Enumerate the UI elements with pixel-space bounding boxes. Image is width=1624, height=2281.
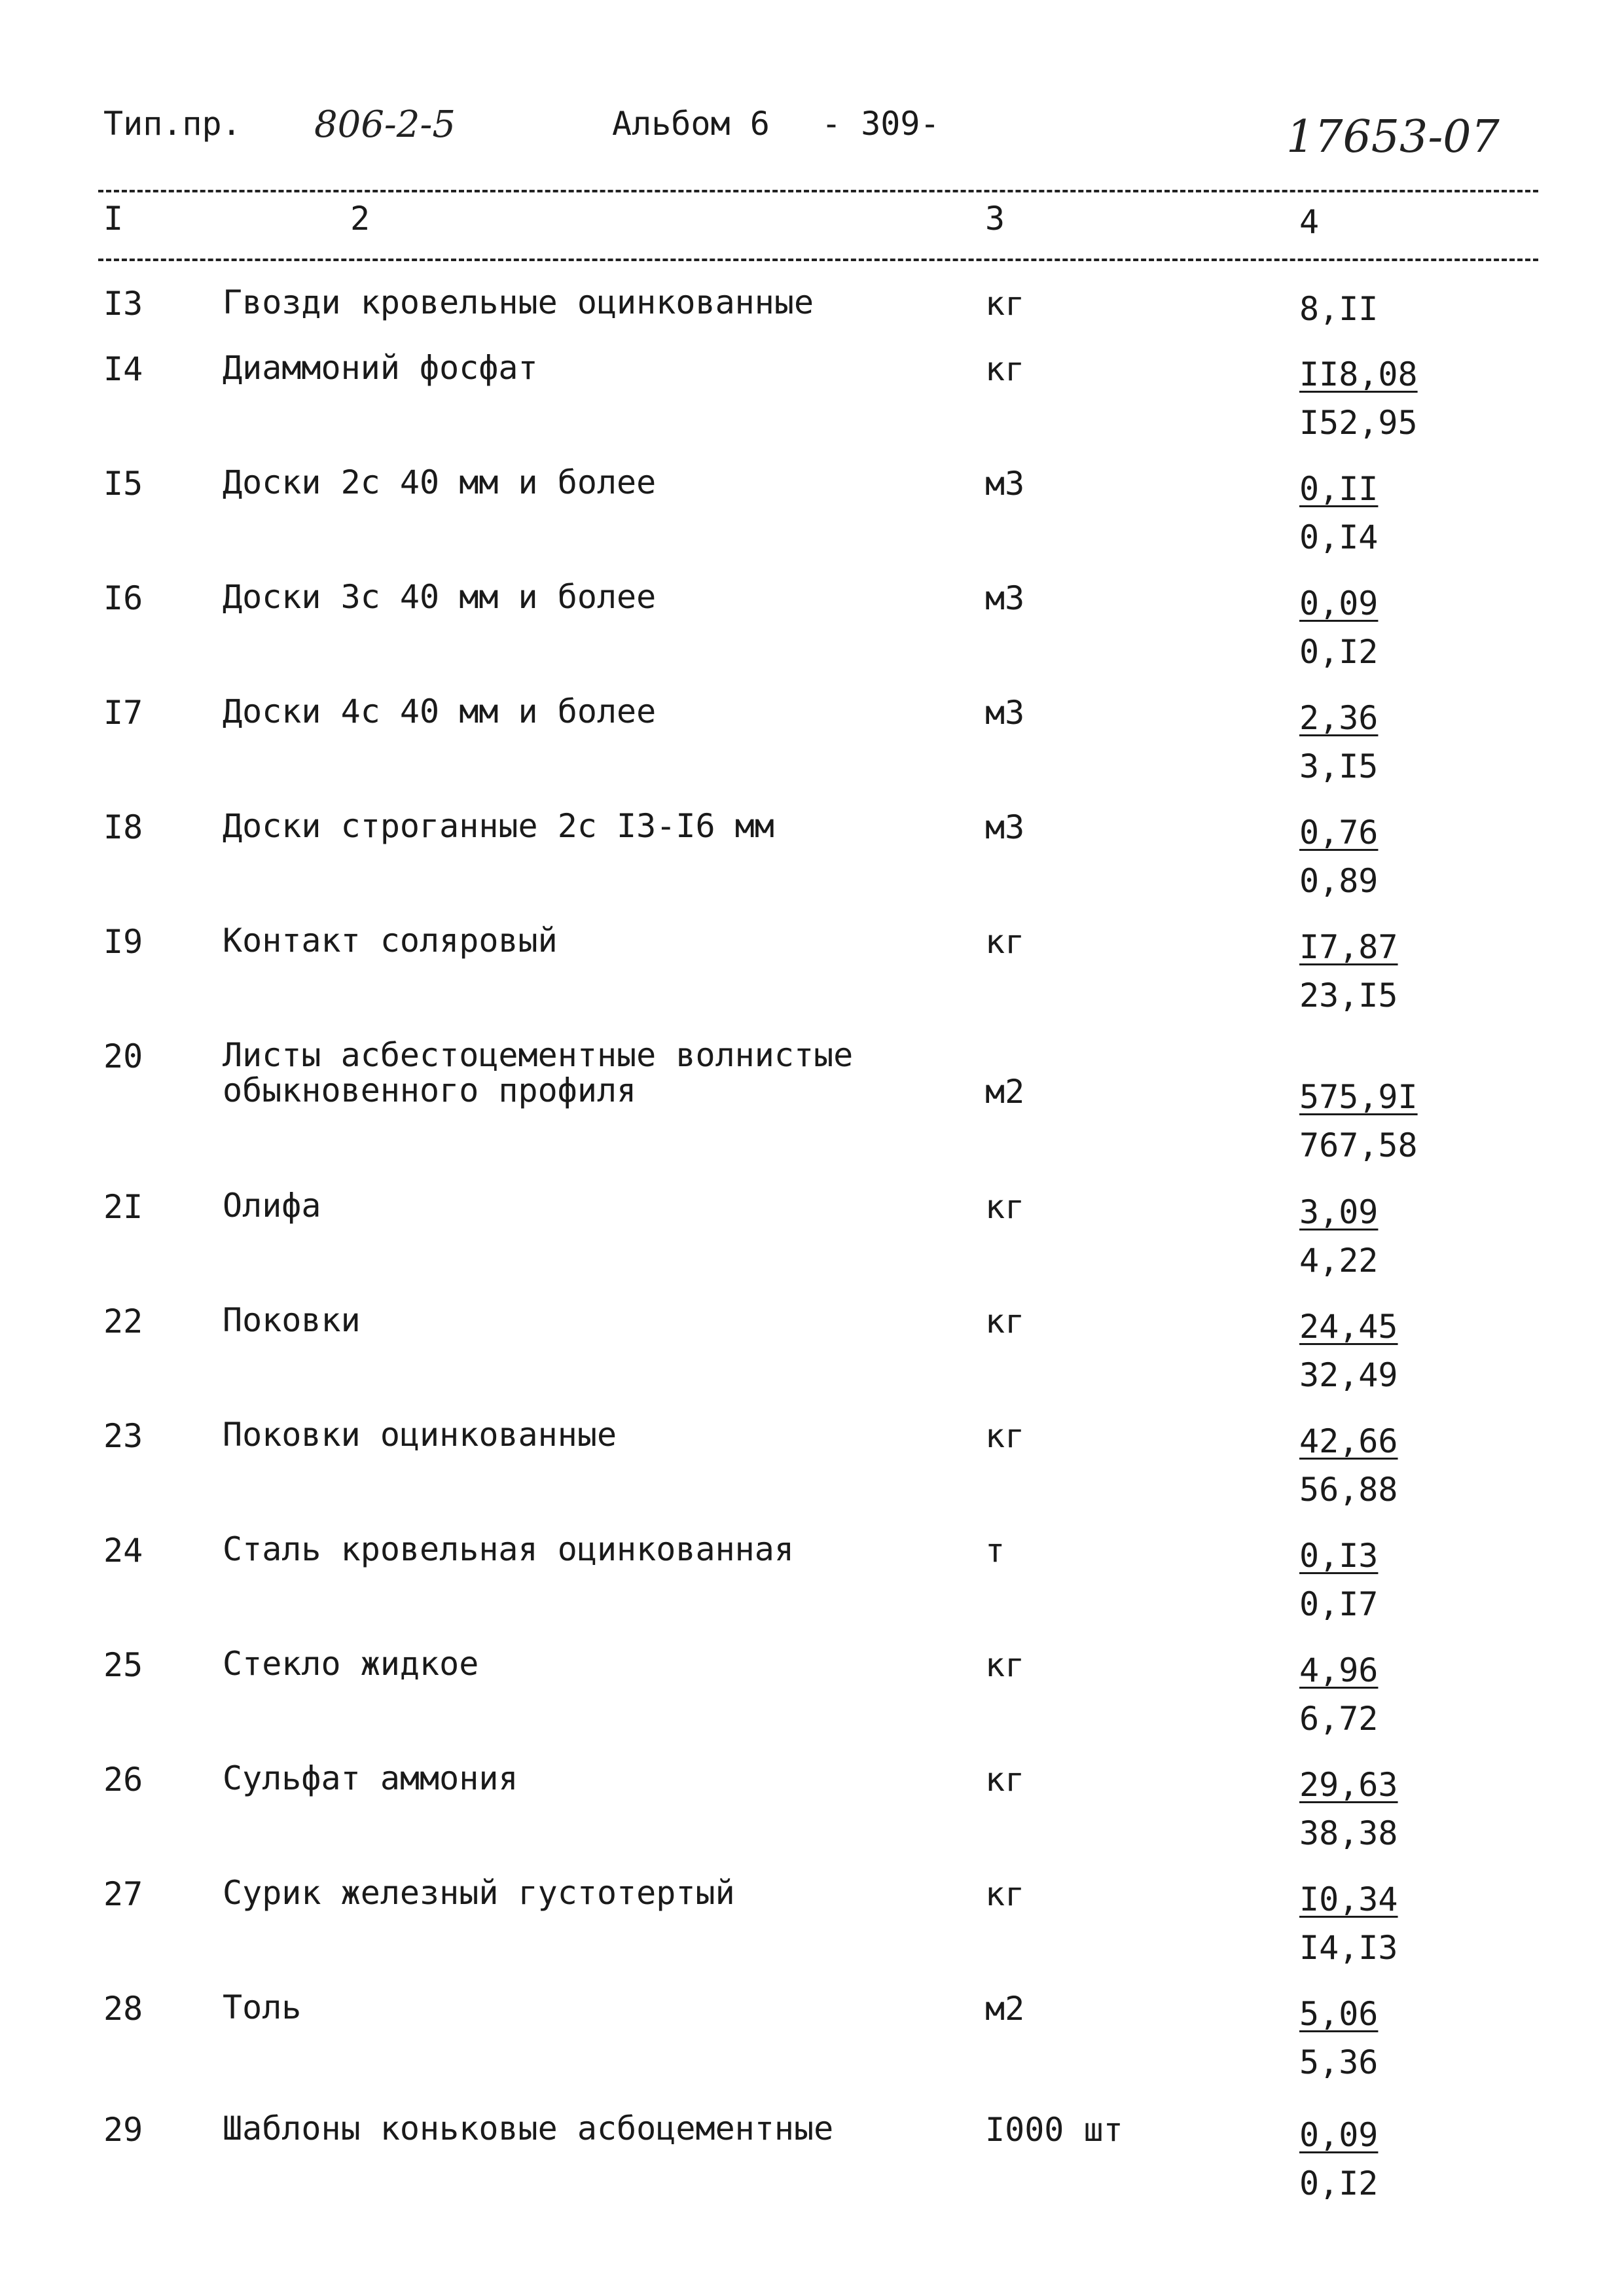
row-name: Сульфат аммония (223, 1759, 518, 1797)
value-numerator: 0,09 (1299, 2116, 1379, 2154)
row-name: Поковки оцинкованные (223, 1416, 617, 1454)
value-numerator: 29,63 (1299, 1766, 1398, 1804)
row-unit: I000 шт (985, 2111, 1123, 2149)
value-denominator: I4,I3 (1299, 1929, 1398, 1967)
row-value (1299, 2111, 1378, 2208)
row-name: Сталь кровельная оцинкованная (223, 1530, 794, 1568)
row-unit: кг (985, 923, 1025, 961)
value-denominator: 3,I5 (1299, 747, 1379, 785)
value-denominator: 32,49 (1299, 1356, 1398, 1394)
row-name: Стекло жидкое (223, 1645, 479, 1683)
col-header-4: 4 (1299, 203, 1320, 241)
row-number: I7 (103, 694, 143, 732)
value-denominator: I52,95 (1299, 404, 1418, 442)
row-value (1299, 1302, 1398, 1399)
row-unit: кг (985, 1188, 1025, 1226)
row-value (1299, 808, 1378, 905)
row-name: Толь (223, 1988, 302, 2026)
row-name: Сурик железный густотертый (223, 1874, 735, 1912)
row-number: 29 (103, 2111, 143, 2149)
table-row (0, 1874, 1624, 1967)
row-unit: кг (985, 1302, 1025, 1340)
row-name: Контакт соляровый (223, 922, 558, 960)
row-number: 2I (103, 1188, 143, 1226)
row-name: Диаммоний фосфат (223, 349, 538, 387)
table-header-rule (98, 259, 1538, 261)
row-name: Шаблоны коньковые асбоцементные (223, 2110, 834, 2147)
row-number: I6 (103, 579, 143, 617)
row-value (1299, 923, 1398, 1020)
value-denominator: 56,88 (1299, 1471, 1398, 1509)
row-name: Доски 3с 40 мм и более (223, 578, 657, 616)
value-numerator: II8,08 (1299, 355, 1418, 393)
col-header-2: 2 (350, 200, 370, 238)
row-unit: м2 (985, 1073, 1025, 1111)
row-unit: кг (985, 350, 1025, 388)
row-value (1299, 579, 1378, 676)
row-number: 24 (103, 1532, 143, 1570)
value-denominator: 767,58 (1299, 1126, 1418, 1164)
table-row (0, 463, 1624, 556)
doc-code: 17653-07 (1286, 111, 1500, 163)
row-number: I5 (103, 465, 143, 503)
value-numerator: 5,06 (1299, 1995, 1379, 2033)
row-value (1299, 1646, 1378, 1743)
value-numerator: 24,45 (1299, 1308, 1398, 1346)
value-denominator: 0,I2 (1299, 2164, 1379, 2202)
row-number: I8 (103, 808, 143, 846)
row-value (1299, 465, 1378, 562)
value-numerator: 0,II (1299, 470, 1379, 508)
value-denominator: 6,72 (1299, 1700, 1379, 1738)
row-name: Доски строганные 2с I3-I6 мм (223, 807, 774, 845)
value-numerator: I0,34 (1299, 1880, 1398, 1918)
row-unit: кг (985, 1761, 1025, 1799)
table-row (0, 578, 1624, 671)
type-handwritten: 806-2-5 (314, 103, 456, 146)
value-numerator: 2,36 (1299, 699, 1379, 737)
row-value (1299, 1188, 1378, 1285)
row-name-line-2: обыкновенного профиля (223, 1071, 637, 1109)
table-row (0, 1036, 1624, 1164)
row-value (1299, 285, 1378, 333)
value-denominator: 0,89 (1299, 862, 1379, 900)
value-numerator: 0,I3 (1299, 1537, 1379, 1575)
table-row (0, 1988, 1624, 2081)
row-number: 20 (103, 1037, 143, 1075)
value-denominator: 38,38 (1299, 1814, 1398, 1852)
value-single: 8,II (1299, 290, 1379, 328)
row-number: 25 (103, 1646, 143, 1684)
table-row (0, 692, 1624, 785)
value-denominator: 5,36 (1299, 2043, 1379, 2081)
row-unit: м3 (985, 465, 1025, 503)
table-row (0, 349, 1624, 442)
row-number: 26 (103, 1761, 143, 1799)
row-name: Поковки (223, 1301, 361, 1339)
row-number: I3 (103, 285, 143, 323)
table-row (0, 1416, 1624, 1509)
row-value (1299, 694, 1378, 791)
album-label: Альбом 6 (612, 105, 770, 143)
row-number: 23 (103, 1417, 143, 1455)
row-number: 27 (103, 1875, 143, 1913)
row-number: 22 (103, 1302, 143, 1340)
table-row (0, 1530, 1624, 1623)
table-row (0, 1645, 1624, 1738)
table-top-rule (98, 190, 1538, 192)
table-row (0, 1187, 1624, 1280)
row-unit: кг (985, 285, 1025, 323)
row-unit: т (985, 1532, 1005, 1570)
value-denominator: 23,I5 (1299, 977, 1398, 1015)
table-row (0, 283, 1624, 328)
row-unit: м2 (985, 1990, 1025, 2028)
row-value (1299, 1990, 1378, 2087)
row-unit: кг (985, 1417, 1025, 1455)
table-row (0, 1301, 1624, 1394)
value-numerator: 42,66 (1299, 1422, 1398, 1460)
row-value (1299, 1073, 1418, 1170)
row-name (223, 1037, 853, 1108)
table-row (0, 1759, 1624, 1852)
row-name: Доски 2с 40 мм и более (223, 463, 657, 501)
value-denominator: 0,I2 (1299, 633, 1379, 671)
value-numerator: 4,96 (1299, 1651, 1379, 1689)
row-name: Доски 4с 40 мм и более (223, 692, 657, 730)
row-unit: м3 (985, 808, 1025, 846)
value-numerator: 0,09 (1299, 584, 1379, 622)
row-name: Олифа (223, 1187, 321, 1225)
row-name: Гвозди кровельные оцинкованные (223, 283, 814, 321)
value-denominator: 0,I4 (1299, 518, 1379, 556)
col-header-3: 3 (985, 200, 1005, 238)
type-label: Тип.пр. (103, 105, 242, 143)
value-denominator: 0,I7 (1299, 1585, 1379, 1623)
row-unit: кг (985, 1875, 1025, 1913)
value-numerator: 3,09 (1299, 1193, 1379, 1231)
value-denominator: 4,22 (1299, 1242, 1379, 1280)
table-row (0, 2110, 1624, 2202)
row-value (1299, 1532, 1378, 1628)
row-number: I9 (103, 923, 143, 961)
row-value (1299, 1761, 1398, 1858)
row-number: I4 (103, 350, 143, 388)
row-unit: м3 (985, 694, 1025, 732)
page-number: - 309- (821, 105, 940, 143)
row-unit: м3 (985, 579, 1025, 617)
row-value (1299, 1417, 1398, 1514)
value-numerator: 575,9I (1299, 1078, 1418, 1116)
table-row (0, 922, 1624, 1015)
value-numerator: I7,87 (1299, 928, 1398, 966)
row-unit: кг (985, 1646, 1025, 1684)
row-value (1299, 350, 1418, 447)
table-row (0, 807, 1624, 900)
row-number: 28 (103, 1990, 143, 2028)
col-header-1: I (103, 200, 124, 238)
row-name-line-1: Листы асбестоцементные волнистые (223, 1036, 854, 1074)
value-numerator: 0,76 (1299, 814, 1379, 852)
row-value (1299, 1875, 1398, 1972)
